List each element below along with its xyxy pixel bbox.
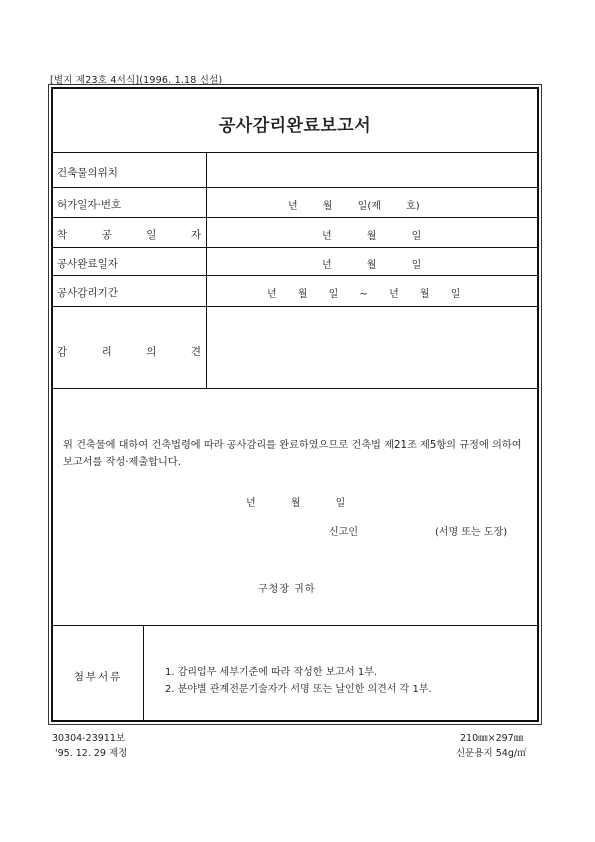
attachments-divider bbox=[143, 626, 144, 722]
footer-paper-type: 신문용지 54g/㎡ bbox=[456, 748, 527, 759]
report-statement: 위 건축물에 대하여 건축법령에 따라 공사감리를 완료하였으므로 건축법 제21조 제5항의 규정에 의하여 보고서를 작성·제출합니다. bbox=[63, 440, 522, 468]
permit-label: 허가일자·번호 bbox=[57, 199, 122, 211]
signature-note: (서명 또는 도장) bbox=[435, 527, 508, 538]
start-date-label-char: 공 bbox=[101, 229, 112, 241]
opinion-label-char: 감 bbox=[57, 346, 68, 358]
opinion-label-char: 견 bbox=[190, 346, 201, 358]
row-completion-date bbox=[53, 248, 537, 276]
form-title: 공사감리완료보고서 bbox=[218, 116, 372, 136]
row-supervision-period bbox=[53, 276, 537, 307]
completion-date-value: 년 월 일 bbox=[322, 260, 422, 271]
attachment-item: 1. 감리업무 세부기준에 따라 작성한 보고서 1부. bbox=[165, 667, 378, 678]
report-form bbox=[51, 87, 539, 722]
start-date-label-char: 일 bbox=[146, 229, 157, 241]
attachments-row bbox=[53, 625, 537, 722]
form-header-note: [별지 제23호 4서식](1996. 1.18 신설) bbox=[50, 75, 223, 86]
footer-paper-size: 210㎜×297㎜ bbox=[460, 733, 524, 744]
row-building-location bbox=[53, 153, 537, 188]
permit-value: 년 월 일(제 호) bbox=[288, 201, 420, 212]
attachment-item: 2. 분야별 관계전문기술자가 서명 또는 날인한 의견서 각 1부. bbox=[165, 684, 432, 695]
start-date-label-char: 착 bbox=[57, 229, 68, 241]
supervision-period-value: 년 월 일 ~ 년 월 일 bbox=[267, 289, 461, 300]
row-supervision-opinion bbox=[53, 307, 537, 389]
opinion-label-char: 리 bbox=[101, 346, 112, 358]
row-start-date bbox=[53, 218, 537, 248]
supervision-period-label: 공사감리기간 bbox=[57, 287, 118, 299]
building-location-label: 건축물의위치 bbox=[57, 167, 118, 179]
report-date: 년 월 일 bbox=[246, 498, 346, 509]
start-date-label bbox=[57, 227, 201, 242]
footer-enactment-date: '95. 12. 29 제정 bbox=[55, 748, 128, 759]
title-row bbox=[53, 89, 537, 153]
opinion-label bbox=[57, 344, 201, 359]
completion-date-label: 공사완료일자 bbox=[57, 258, 118, 270]
opinion-label-char: 의 bbox=[146, 346, 157, 358]
start-date-label-char: 자 bbox=[190, 229, 201, 241]
attachments-label: 첨부서류 bbox=[73, 671, 123, 683]
reporter-label: 신고인 bbox=[329, 527, 358, 538]
start-date-value: 년 월 일 bbox=[322, 231, 422, 242]
addressee: 구청장 귀하 bbox=[258, 584, 316, 595]
footer-form-code: 30304-23911보 bbox=[52, 733, 126, 744]
row-permit bbox=[53, 188, 537, 218]
